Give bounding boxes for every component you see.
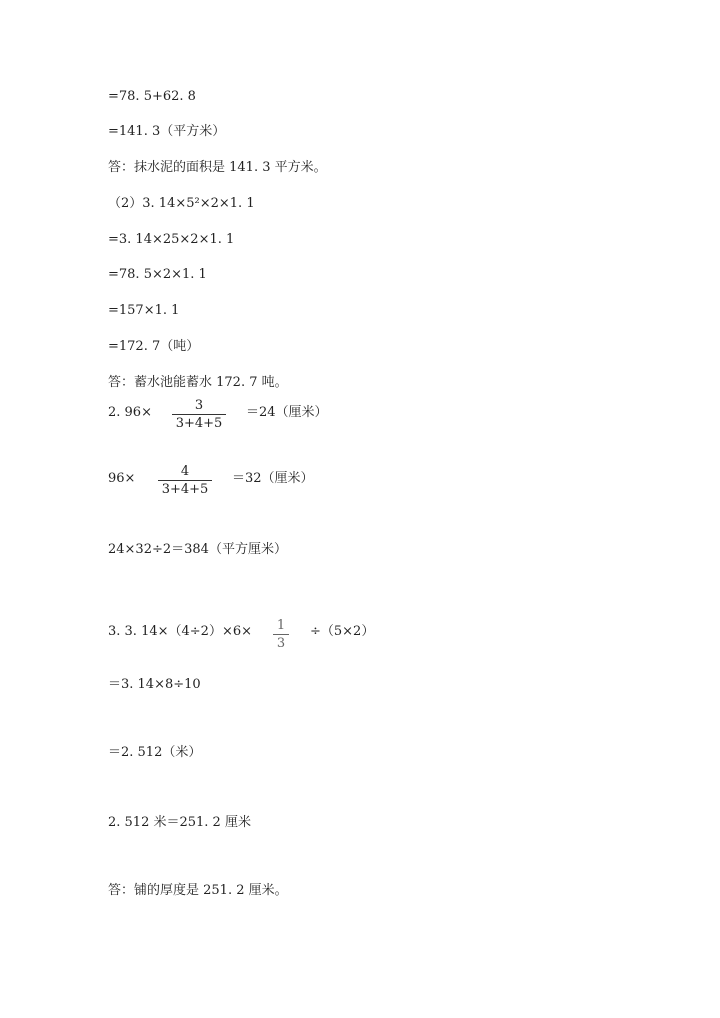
q3a-prefix: 3. 3. 14×（4÷2）×6× (108, 624, 252, 639)
q2a-suffix: ＝24（厘米） (246, 405, 328, 420)
q2b-suffix: ＝32（厘米） (232, 471, 314, 486)
q3a-numerator: 1 (276, 618, 286, 633)
q2b-fraction-bar (158, 480, 212, 481)
calc-line-6: =172. 7（吨） (108, 339, 200, 354)
q2a-fraction (172, 399, 226, 431)
q2b-numerator: 4 (180, 464, 190, 479)
q2a-prefix: 2. 96× (108, 405, 152, 420)
calc-line-5: =157×1. 1 (108, 303, 180, 318)
q2b-prefix: 96× (108, 471, 136, 486)
q2a-denominator: 3+4+5 (175, 416, 223, 431)
answer-line-2: 答：蓄水池能蓄水 172. 7 吨。 (108, 375, 288, 390)
calc-line-4: =78. 5×2×1. 1 (108, 267, 207, 282)
q2c-line: 24×32÷2＝384（平方厘米） (108, 542, 287, 557)
q3a-denominator: 3 (276, 636, 286, 651)
q2a-fraction-bar (172, 414, 226, 415)
answer-line-3: 答：铺的厚度是 251. 2 厘米。 (108, 883, 288, 898)
question-2-heading: （2）3. 14×5²×2×1. 1 (108, 196, 255, 211)
q2b-denominator: 3+4+5 (161, 482, 209, 497)
calc-line-2: =141. 3（平方米） (108, 124, 226, 139)
answer-line-1: 答：抹水泥的面积是 141. 3 平方米。 (108, 160, 327, 175)
calc-line-3: =3. 14×25×2×1. 1 (108, 232, 235, 247)
q3a-suffix: ÷（5×2） (310, 624, 375, 639)
q3a-fraction (273, 619, 289, 651)
q3c-line: ＝2. 512（米） (108, 745, 202, 760)
q3d-line: 2. 512 米＝251. 2 厘米 (108, 815, 251, 830)
calc-line-1: =78. 5+62. 8 (108, 89, 196, 104)
q3a-fraction-bar (273, 634, 289, 635)
q3b-line: ＝3. 14×8÷10 (108, 677, 201, 692)
q2b-fraction (158, 465, 212, 497)
q2a-numerator: 3 (194, 398, 204, 413)
